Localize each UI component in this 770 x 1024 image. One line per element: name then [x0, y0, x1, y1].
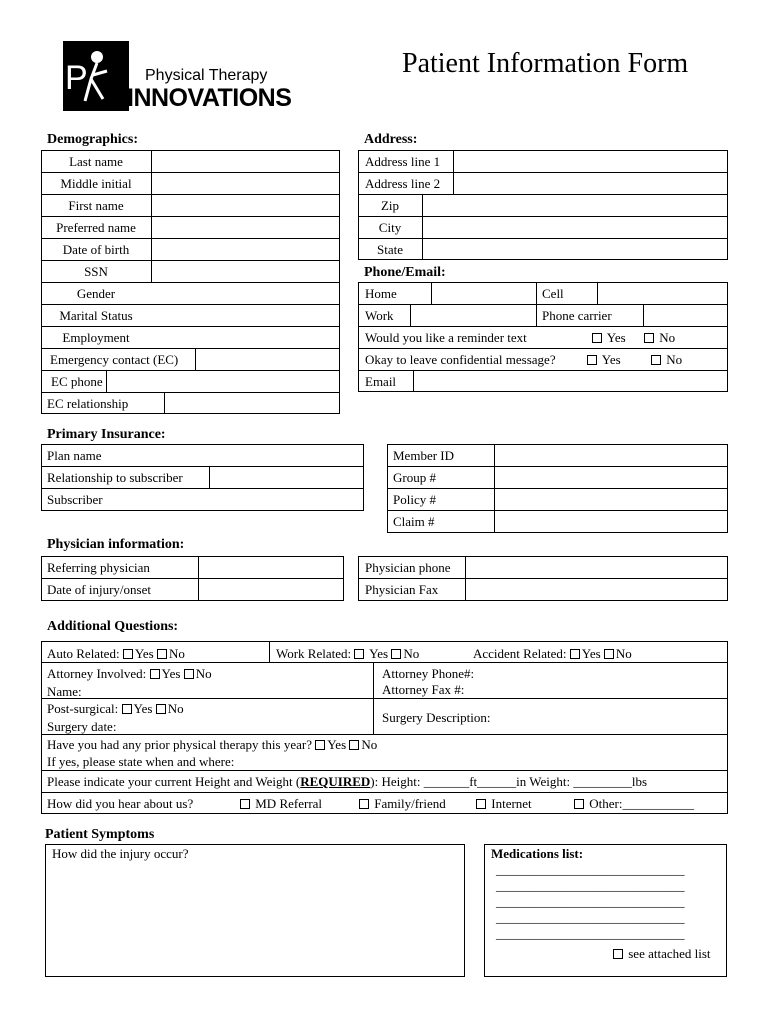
medications-heading: Medications list:: [491, 846, 584, 861]
insurance-member-id: Member ID: [393, 448, 455, 463]
checkbox-icon[interactable]: [150, 669, 160, 679]
hear-internet[interactable]: Internet: [476, 796, 532, 811]
auto-related: Auto Related: Yes No: [47, 646, 185, 661]
checkbox-icon[interactable]: [359, 799, 369, 809]
address-zip: Zip: [380, 198, 400, 213]
see-attached-list[interactable]: see attached list: [613, 946, 711, 961]
logo: [63, 41, 303, 113]
confidential-label: Okay to leave confidential message?: [365, 352, 556, 367]
confidential-no[interactable]: No: [651, 352, 682, 367]
reminder-no[interactable]: No: [644, 330, 675, 345]
demo-first-name: First name: [68, 198, 124, 213]
confidential-yes[interactable]: Yes: [587, 352, 621, 367]
surgery-date: Surgery date:: [47, 719, 117, 734]
insurance-group: Group #: [393, 470, 436, 485]
checkbox-icon[interactable]: [592, 333, 602, 343]
demo-middle-initial: Middle initial: [60, 176, 132, 191]
address-city: City: [378, 220, 402, 235]
demo-input-last-name[interactable]: [152, 151, 339, 172]
logo-tagline: Physical Therapy: [145, 67, 268, 84]
demo-ec-phone: EC phone: [51, 374, 103, 389]
reminder-yes[interactable]: Yes: [592, 330, 626, 345]
medications-line[interactable]: _____________________________: [496, 862, 685, 877]
phone-cell-label: Cell: [542, 286, 564, 301]
demo-preferred-name: Preferred name: [56, 220, 136, 235]
checkbox-icon[interactable]: [184, 669, 194, 679]
attorney-phone: Attorney Phone#:: [382, 666, 475, 681]
checkbox-icon[interactable]: [644, 333, 654, 343]
phone-home-label: Home: [365, 286, 397, 301]
demographics-heading: Demographics:: [47, 132, 138, 147]
demo-input-first-name[interactable]: [152, 195, 339, 216]
height-weight: Please indicate your current Height and Weight (REQUIRED): Height: _______ft______in Weight: _________lbs: [47, 774, 648, 789]
insurance-claim: Claim #: [393, 514, 435, 529]
email-label: Email: [365, 374, 397, 389]
insurance-heading: Primary Insurance:: [47, 427, 166, 442]
insurance-policy: Policy #: [393, 492, 436, 507]
demo-input-middle-initial[interactable]: [152, 173, 339, 194]
address-line-1: Address line 1: [365, 154, 441, 169]
hear-about-label: How did you hear about us?: [47, 796, 194, 811]
medications-line[interactable]: _____________________________: [496, 910, 685, 925]
checkbox-icon[interactable]: [613, 949, 623, 959]
address-heading: Address:: [364, 132, 418, 147]
checkbox-icon[interactable]: [574, 799, 584, 809]
checkbox-icon[interactable]: [570, 649, 580, 659]
checkbox-icon[interactable]: [349, 740, 359, 750]
checkbox-icon[interactable]: [122, 704, 132, 714]
page-title: Patient Information Form: [402, 48, 689, 79]
checkbox-icon[interactable]: [156, 704, 166, 714]
hear-other[interactable]: Other:___________: [574, 796, 694, 811]
checkbox-icon[interactable]: [476, 799, 486, 809]
demo-employment: Employment: [62, 330, 130, 345]
demo-gender: Gender: [76, 286, 116, 301]
physician-referring: Referring physician: [47, 560, 150, 575]
checkbox-icon[interactable]: [315, 740, 325, 750]
medications-line[interactable]: _____________________________: [496, 894, 685, 909]
checkbox-icon[interactable]: [391, 649, 401, 659]
physician-phone: Physician phone: [365, 560, 451, 575]
insurance-relationship: Relationship to subscriber: [47, 470, 183, 485]
prior-pt-when: If yes, please state when and where:: [47, 754, 235, 769]
insurance-plan-name: Plan name: [47, 448, 102, 463]
attorney-name: Name:: [47, 684, 82, 699]
phone-work-label: Work: [365, 308, 394, 323]
address-state: State: [377, 242, 403, 257]
demo-marital: Marital Status: [59, 308, 133, 323]
injury-question: How did the injury occur?: [52, 846, 189, 861]
checkbox-icon[interactable]: [240, 799, 250, 809]
checkbox-icon[interactable]: [354, 649, 364, 659]
accident-related: Accident Related: Yes No: [473, 646, 632, 661]
logo-name: INNOVATIONS: [127, 84, 292, 112]
checkbox-icon[interactable]: [604, 649, 614, 659]
checkbox-icon[interactable]: [587, 355, 597, 365]
physician-date-injury: Date of injury/onset: [47, 582, 151, 597]
checkbox-icon[interactable]: [651, 355, 661, 365]
post-surgical: Post-surgical: Yes No: [47, 701, 184, 716]
address-line-2: Address line 2: [365, 176, 441, 191]
surgery-description: Surgery Description:: [382, 710, 491, 725]
medications-line[interactable]: _____________________________: [496, 878, 685, 893]
physician-heading: Physician information:: [47, 537, 185, 552]
prior-pt: Have you had any prior physical therapy this year? Yes No: [47, 737, 378, 752]
additional-heading: Additional Questions:: [47, 619, 179, 634]
hear-md-referral[interactable]: MD Referral: [240, 796, 322, 811]
demo-emergency-contact: Emergency contact (EC): [50, 352, 179, 367]
insurance-subscriber: Subscriber: [47, 492, 103, 507]
reminder-text-label: Would you like a reminder text: [365, 330, 527, 345]
work-related: Work Related: Yes No: [276, 646, 420, 661]
medications-line[interactable]: _____________________________: [496, 926, 685, 941]
injury-description-box[interactable]: [45, 844, 465, 977]
hear-family[interactable]: Family/friend: [359, 796, 446, 811]
demo-ec-relationship: EC relationship: [47, 396, 129, 411]
checkbox-icon[interactable]: [123, 649, 133, 659]
symptoms-heading: Patient Symptoms: [45, 827, 155, 842]
checkbox-icon[interactable]: [157, 649, 167, 659]
phone-carrier-label: Phone carrier: [542, 308, 612, 323]
demo-last-name: Last name: [69, 154, 123, 169]
demo-dob: Date of birth: [62, 242, 130, 257]
attorney-fax: Attorney Fax #:: [382, 682, 465, 697]
phone-email-heading: Phone/Email:: [364, 265, 446, 280]
attorney-involved: Attorney Involved: Yes No: [47, 666, 212, 681]
logo-p-icon: P: [65, 59, 88, 97]
demo-ssn: SSN: [84, 264, 108, 279]
physician-fax: Physician Fax: [365, 582, 439, 597]
